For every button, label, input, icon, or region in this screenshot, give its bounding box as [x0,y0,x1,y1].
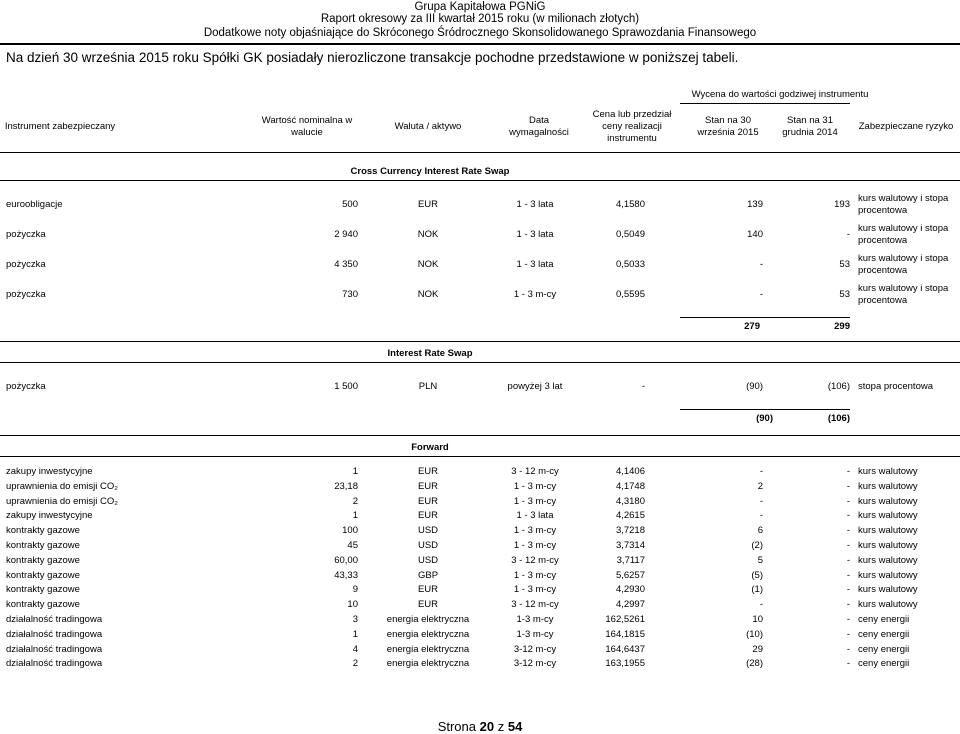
cell-instrument: pożyczka [6,381,46,392]
cell-risk: kurs walutowy [858,554,918,566]
cell-currency: energia elektryczna [386,614,470,625]
cell-risk: kurs walutowy [858,569,918,581]
cell-currency: USD [417,525,439,537]
section-top-divider-irs [0,341,960,342]
cell-risk: kurs walutowy i stopa procentowa [858,193,949,216]
cell-currency: NOK [417,259,439,270]
section-top-divider-forward [0,435,960,436]
total-ccirs-2015: 279 [744,321,760,332]
cell-currency: PLN [418,381,438,392]
cell-risk: kurs walutowy [858,480,918,492]
footer-page-total: 54 [507,719,523,734]
cell-nominal: 2 940 [334,229,358,240]
cell-maturity: 3-12 m-cy [513,658,557,670]
cell-instrument: działalność tradingowa [6,643,103,655]
cell-value-2014: - [846,554,850,566]
cell-currency: energia elektryczna [386,628,470,640]
cell-nominal: 4 [352,643,358,655]
cell-value-2014: - [846,643,850,655]
cell-value-2014: - [846,466,850,477]
cell-value-2015: - [759,466,763,477]
cell-value-2014: 193 [834,199,850,210]
total-irs-2014: (106) [827,413,850,424]
cell-nominal: 23,18 [334,480,358,492]
cell-value-2015: (1) [751,584,763,596]
col-header-value-2015: Stan na 30 września 2015 [697,115,759,138]
cell-price: 4,3180 [615,495,645,507]
report-company-title: Grupa Kapitałowa PGNiG [414,1,546,13]
cell-currency: EUR [417,584,439,596]
cell-value-2015: (10) [746,628,763,640]
cell-nominal: 4 350 [334,259,358,270]
cell-currency: EUR [417,510,439,522]
cell-risk: kurs walutowy i stopa procentowa [858,223,949,246]
cell-currency: GBP [417,569,439,581]
cell-instrument: kontrakty gazowe [6,540,80,551]
cell-value-2014: 53 [839,259,850,270]
cell-value-2015: 10 [752,614,763,625]
cell-maturity: 3 - 12 m-cy [511,599,559,611]
cell-risk: ceny energii [858,628,910,640]
cell-price: 3,7218 [615,525,645,537]
cell-nominal: 1 [352,510,358,522]
cell-price: 5,6257 [615,569,645,581]
cell-instrument: kontrakty gazowe [6,569,80,581]
cell-value-2014: - [846,614,850,625]
cell-maturity: 1 - 3 m-cy [513,525,557,537]
cell-instrument: działalność tradingowa [6,658,103,670]
cell-value-2015: 2 [757,480,763,492]
section-divider-forward [0,456,960,457]
cell-instrument: zakupy inwestycyjne [6,466,93,477]
cell-instrument: pożyczka [6,259,46,270]
cell-maturity: 3 - 12 m-cy [511,466,559,477]
col-header-price: Cena lub przedział ceny realizacji instrumentu [592,109,672,144]
cell-price: 4,1748 [615,480,645,492]
footer-mid: z [497,719,505,734]
col-header-value-2014: Stan na 31 grudnia 2014 [782,115,838,138]
col-header-instrument: Instrument zabezpieczany [4,121,116,132]
col-header-risk: Zabezpieczane ryzyko [858,121,954,132]
cell-price: 0,5595 [615,289,645,300]
cell-instrument: euroobligacje [6,199,63,210]
cell-value-2015: (28) [746,658,763,670]
cell-maturity: 1 - 3 m-cy [513,540,557,551]
cell-maturity: 3-12 m-cy [513,643,557,655]
cell-nominal: 500 [342,199,358,210]
cell-price: 162,5261 [605,614,645,625]
col-header-nominal: Wartość nominalna w walucie [261,115,353,138]
cell-value-2014: - [846,658,850,670]
cell-risk: ceny energii [858,614,910,625]
cell-instrument: pożyczka [6,229,46,240]
cell-price: 0,5033 [615,259,645,270]
cell-instrument: kontrakty gazowe [6,599,80,611]
total-ccirs-2014: 299 [834,321,850,332]
section-title-irs: Interest Rate Swap [387,348,473,359]
cell-risk: stopa procentowa [858,381,933,392]
cell-nominal: 9 [352,584,358,596]
cell-maturity: 1 - 3 lata [516,259,554,270]
cell-currency: EUR [417,495,439,507]
cell-nominal: 2 [352,495,358,507]
cell-value-2015: - [759,259,763,270]
cell-value-2014: 53 [839,289,850,300]
section-title-ccirs: Cross Currency Interest Rate Swap [350,166,510,177]
report-notes-title: Dodatkowe noty objaśniające do Skróconego Śródrocznego Skonsolidowanego Sprawozdania Finansowego [203,27,757,39]
cell-value-2015: 29 [752,643,763,655]
cell-instrument: uprawnienia do emisji CO₂ [6,480,118,492]
page-footer [0,719,960,734]
cell-price: 4,1580 [615,199,645,210]
section-divider-irs [0,362,960,363]
cell-instrument: działalność tradingowa [6,628,103,640]
footer-prefix: Strona [437,719,476,734]
total-divider-ccirs [680,317,850,318]
cell-maturity: 1 - 3 lata [516,199,554,210]
cell-instrument: zakupy inwestycyjne [6,510,93,522]
cell-currency: USD [417,554,439,566]
cell-nominal: 60,00 [334,554,358,566]
col-header-currency: Waluta / aktywo [394,121,462,132]
cell-price: 3,7117 [616,554,645,566]
cell-maturity: 1 - 3 m-cy [513,569,557,581]
cell-instrument: kontrakty gazowe [6,554,80,566]
cell-currency: EUR [417,480,439,492]
cell-price: 4,2615 [615,510,645,522]
cell-nominal: 730 [342,289,358,300]
col-header-maturity: Data wymagalności [509,115,569,138]
cell-value-2015: 139 [747,199,763,210]
cell-risk: kurs walutowy i stopa procentowa [858,253,949,276]
cell-currency: USD [417,540,439,551]
cell-currency: EUR [417,466,439,477]
cell-maturity: 1 - 3 lata [516,510,554,522]
total-irs-2015: (90) [756,413,773,424]
cell-instrument: działalność tradingowa [6,614,103,625]
cell-value-2015: - [759,495,763,507]
cell-risk: ceny energii [858,658,910,670]
intro-text: Na dzień 30 września 2015 roku Spółki GK posiadały nierozliczone transakcje pochodne przedstawione w poniższej tabeli. [6,50,739,65]
cell-value-2014: - [846,510,850,522]
cell-nominal: 100 [342,525,358,537]
cell-currency: EUR [417,599,439,611]
cell-value-2015: - [759,289,763,300]
cell-value-2015: (90) [746,381,763,392]
cell-currency: EUR [417,199,439,210]
cell-risk: kurs walutowy i stopa procentowa [858,283,949,306]
cell-value-2014: - [846,525,850,537]
cell-risk: kurs walutowy [858,599,918,611]
cell-currency: NOK [417,289,439,300]
cell-maturity: powyżej 3 lat [507,381,563,392]
cell-risk: kurs walutowy [858,525,918,537]
section-title-forward: Forward [411,442,449,453]
cell-instrument: kontrakty gazowe [6,525,80,537]
cell-instrument: uprawnienia do emisji CO₂ [6,495,118,507]
cell-price: 164,6437 [605,643,645,655]
cell-risk: kurs walutowy [858,540,918,551]
cell-maturity: 1 - 3 m-cy [513,289,557,300]
cell-value-2014: (106) [827,381,850,392]
cell-value-2014: - [846,540,850,551]
cell-maturity: 1 - 3 m-cy [513,480,557,492]
cell-value-2015: 5 [757,554,763,566]
cell-risk: ceny energii [858,643,910,655]
cell-currency: energia elektryczna [386,658,470,670]
total-divider-irs [680,409,850,410]
cell-risk: kurs walutowy [858,495,918,507]
cell-nominal: 3 [352,614,358,625]
footer-page-number: 20 [479,719,495,734]
cell-value-2014: - [846,480,850,492]
cell-value-2015: (2) [751,540,763,551]
cell-maturity: 1 - 3 m-cy [513,495,557,507]
cell-risk: kurs walutowy [858,510,918,522]
cell-nominal: 1 [352,466,358,477]
cell-nominal: 43,33 [334,569,358,581]
cell-value-2014: - [846,229,850,240]
header-divider [0,43,960,45]
cell-instrument: kontrakty gazowe [6,584,80,596]
cell-price: 4,1406 [615,466,645,477]
cell-price: 0,5049 [615,229,645,240]
cell-instrument: pożyczka [6,289,46,300]
cell-value-2015: (5) [751,569,763,581]
cell-price: 164,1815 [605,628,645,640]
cell-value-2014: - [846,495,850,507]
cell-value-2014: - [846,599,850,611]
cell-nominal: 1 500 [334,381,358,392]
cell-maturity: 1 - 3 m-cy [513,584,557,596]
cell-value-2015: 140 [747,229,763,240]
cell-value-2014: - [846,569,850,581]
cell-value-2014: - [846,628,850,640]
section-divider-ccirs [0,180,960,181]
cell-maturity: 3 - 12 m-cy [511,554,559,566]
report-period-title: Raport okresowy za III kwartał 2015 roku (w milionach złotych) [320,13,640,25]
cell-value-2015: - [759,510,763,522]
cell-risk: kurs walutowy [858,466,918,477]
cell-currency: NOK [417,229,439,240]
cell-nominal: 45 [347,540,358,551]
cell-maturity: 1-3 m-cy [516,628,554,640]
cell-price: 3,7314 [615,540,645,551]
cell-nominal: 1 [352,628,358,640]
cell-value-2014: - [846,584,850,596]
cell-currency: energia elektryczna [386,643,470,655]
cell-nominal: 2 [352,658,358,670]
cell-value-2015: - [759,599,763,611]
cell-risk: kurs walutowy [858,584,918,596]
col-header-fair-value-group: Wycena do wartości godziwej instrumentu [691,89,869,100]
cell-nominal: 10 [347,599,358,611]
cell-price: 4,2997 [615,599,645,611]
cell-value-2015: 6 [757,525,763,537]
cell-maturity: 1-3 m-cy [516,614,554,625]
cell-price: 4,2930 [615,584,645,596]
cell-price: 163,1955 [605,658,645,670]
header-bottom-divider [0,152,960,153]
fair-value-group-divider [680,103,850,104]
cell-maturity: 1 - 3 lata [516,229,554,240]
cell-price: - [641,381,645,392]
